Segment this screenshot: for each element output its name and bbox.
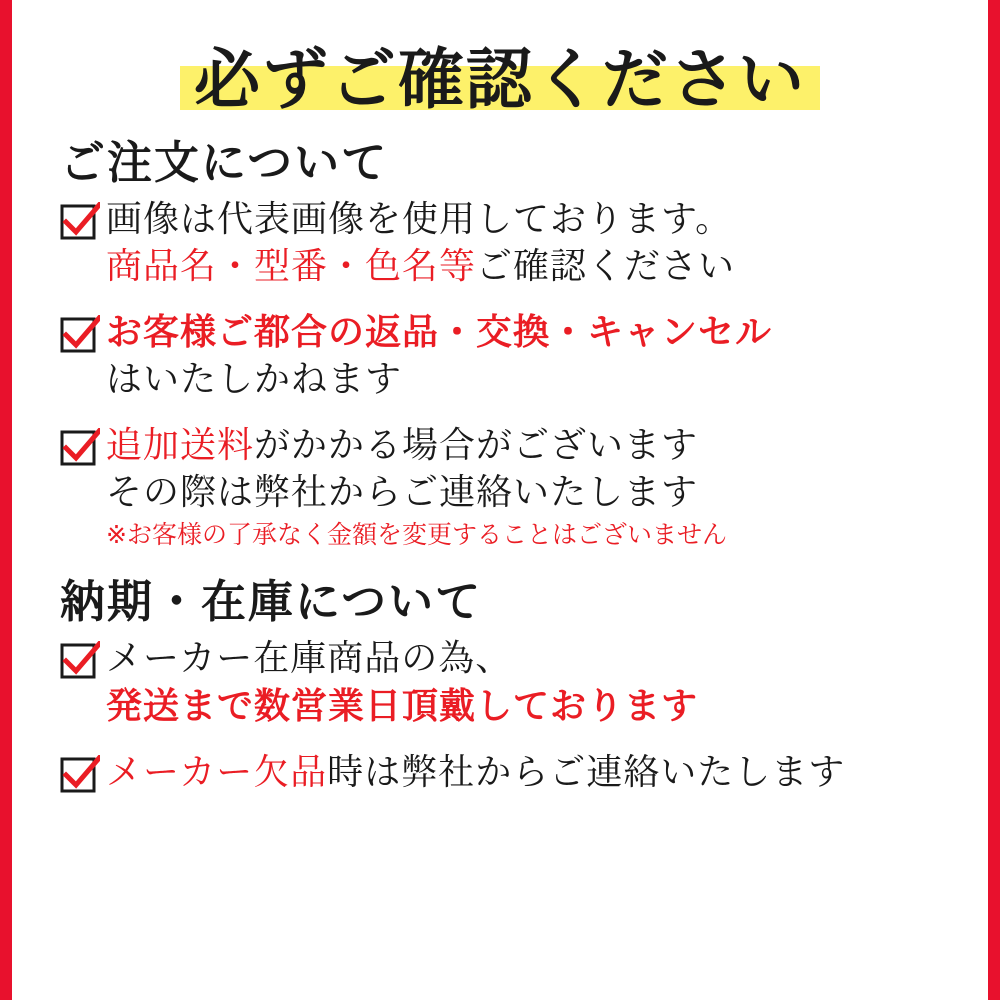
section-heading-order: ご注文について xyxy=(60,135,389,189)
emphasis-text: 追加送料 xyxy=(106,424,255,466)
plain-text: がかかる場合がございます xyxy=(254,424,699,466)
list-item-lines xyxy=(106,309,962,404)
list-item-line xyxy=(106,749,962,797)
checkbox-checked-icon xyxy=(60,202,100,242)
checkbox-checked-icon xyxy=(60,641,100,681)
list-item-note: ※お客様の了承なく金額を変更することはございません xyxy=(106,519,727,549)
list-item xyxy=(60,196,962,291)
list-item xyxy=(60,635,962,730)
list-item-line: その際は弊社からご連絡いたします xyxy=(106,472,699,514)
section-heading-delivery: 納期・在庫について xyxy=(60,575,483,629)
right-border-accent xyxy=(988,0,1000,1000)
list-item-lines xyxy=(106,635,962,730)
left-border-accent xyxy=(0,0,12,1000)
list-item-lines xyxy=(106,196,962,291)
checkbox-checked-icon xyxy=(60,315,100,355)
emphasis-text: メーカー欠品 xyxy=(106,751,328,793)
list-item-line: お客様ご都合の返品・交換・キャンセル xyxy=(106,311,773,353)
list-item-line: メーカー在庫商品の為、 xyxy=(106,638,513,680)
list-item xyxy=(60,422,962,552)
list-item-line: はいたしかねます xyxy=(106,359,403,401)
plain-text: ご確認ください xyxy=(476,246,736,288)
checkbox-checked-icon xyxy=(60,428,100,468)
list-item-line: 発送まで数営業日頂戴しております xyxy=(106,686,699,727)
page-title-text: 必ずご確認ください xyxy=(194,41,806,118)
page-title-wrap xyxy=(38,42,962,118)
plain-text: 時は弊社からご連絡いたします xyxy=(327,751,846,793)
content-area xyxy=(12,0,988,1000)
page-title xyxy=(180,42,820,118)
list-item-lines xyxy=(106,749,962,797)
checkbox-checked-icon xyxy=(60,755,100,795)
list-item xyxy=(60,309,962,404)
list-item-line xyxy=(106,422,962,470)
list-item-line xyxy=(106,243,962,291)
emphasis-text: 商品名・型番・色名等 xyxy=(106,246,477,288)
list-item-line: 画像は代表画像を使用しております。 xyxy=(106,198,733,240)
list-item xyxy=(60,749,962,797)
list-item-lines xyxy=(106,422,962,552)
